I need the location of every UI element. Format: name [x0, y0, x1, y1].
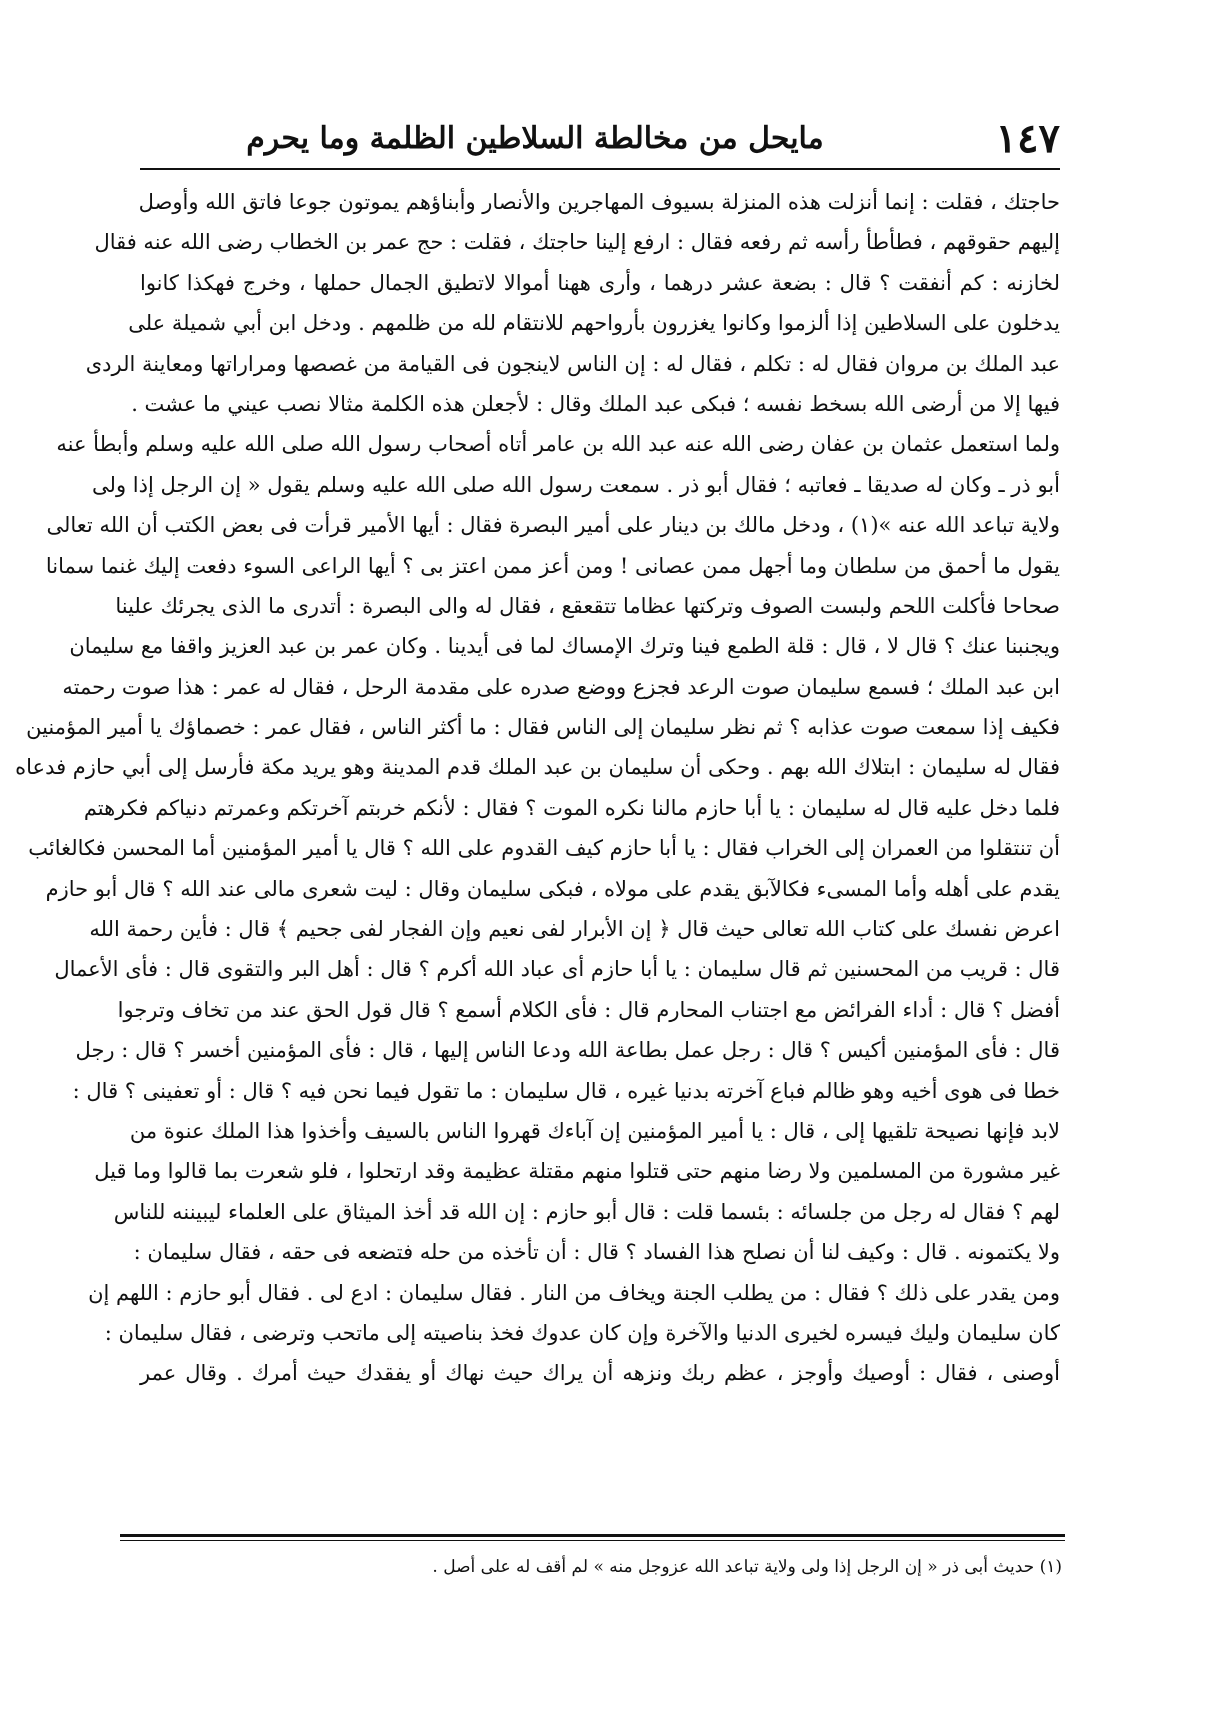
text-line: أن تنتقلوا من العمران إلى الخراب فقال : يا أبا حازم كيف القدوم على الله ؟ قال يا أمير المؤمنين أما المحسن فكالغائب — [28, 836, 1060, 861]
text-line: فلما دخل عليه قال له سليمان : يا أبا حازم مالنا نكره الموت ؟ فقال : لأنكم خربتم آخرتكم وعمرتم دنياكم فكرهتم — [83, 795, 1060, 820]
running-title: مايحل من مخالطة السلاطين الظلمة وما يحرم — [246, 121, 824, 156]
text-line: ابن عبد الملك ؛ فسمع سليمان صوت الرعد فجزع ووضع صدره على مقدمة الرحل ، فقال له عمر : هذا صوت رحمته — [62, 674, 1060, 699]
text-line: خطا فى هوى أخيه وهو ظالم فباع آخرته بدنيا غيره ، قال سليمان : ما تقول فيما نحن فيه ؟ قال : أو تعفينى ؟ قال : — [72, 1078, 1060, 1103]
text-line: أفضل ؟ قال : أداء الفرائض مع اجتناب المحارم قال : فأى الكلام أسمع ؟ قال قول الحق عند من تخاف وترجوا — [117, 997, 1060, 1022]
text-line: قال : فأى المؤمنين أكيس ؟ قال : رجل عمل بطاعة الله ودعا الناس إليها ، قال : فأى المؤمنين أخسر ؟ قال : رجل — [75, 1038, 1060, 1063]
text-line: ولاية تباعد الله عنه »(١) ، ودخل مالك بن دينار على أمير البصرة فقال : أيها الأمير قرأت فى بعض الكتب أن الله تعالى — [46, 513, 1060, 538]
text-line: ولا يكتمونه . قال : وكيف لنا أن نصلح هذا الفساد ؟ قال : أن تأخذه من حله فتضعه فى حقه ، فقال سليمان : — [133, 1240, 1060, 1265]
text-line: اعرض نفسك على كتاب الله تعالى حيث قال ﴿ إن الأبرار لفى نعيم وإن الفجار لفى جحيم ﴾ قال : فأين رحمة الله — [89, 917, 1060, 942]
footnote-rule — [120, 1534, 1065, 1537]
text-line: أوصنى ، فقال : أوصيك وأوجز ، عظم ربك ونزهه أن يراك حيث نهاك أو يفقدك حيث أمرك . وقال عمر — [140, 1361, 1060, 1386]
text-line: ولما استعمل عثمان بن عفان رضى الله عنه عبد الله بن عامر أتاه أصحاب رسول الله صلى الله عليه وسلم وأبطأ عنه — [56, 432, 1060, 457]
text-line: أبو ذر ـ وكان له صديقا ـ فعاتبه ؛ فقال أبو ذر . سمعت رسول الله صلى الله عليه وسلم يقول « إن الرجل إذا ولى — [92, 472, 1060, 497]
text-line: إليهم حقوقهم ، فطأطأ رأسه ثم رفعه فقال : ارفع إلينا حاجتك ، فقلت : حج عمر بن الخطاب رضى الله عنه فقال — [94, 230, 1060, 255]
text-line: قال : قريب من المحسنين ثم قال سليمان : يا أبا حازم أى عباد الله أكرم ؟ قال : أهل البر والتقوى قال : فأى الأعمال — [54, 957, 1060, 982]
text-line: لخازنه : كم أنفقت ؟ قال : بضعة عشر درهما ، وأرى ههنا أموالا لاتطيق الجمال حملها ، وخرج فهكذا كانوا — [140, 270, 1060, 295]
footnote: (١) حديث أبى ذر « إن الرجل إذا ولى ولاية تباعد الله عزوجل منه » لم أقف له على أصل . — [432, 1557, 1062, 1577]
text-line: لابد فإنها نصيحة تلقيها إلى ، قال : يا أمير المؤمنين إن آباءك قهروا الناس بالسيف وأخذوا هذا الملك عنوة من — [129, 1118, 1060, 1143]
page-number: ١٤٧ — [995, 115, 1060, 162]
text-line: ويجنبنا عنك ؟ قال لا ، قال : قلة الطمع فينا وترك الإمساك لما فى أيدينا . وكان عمر بن عبد العزيز واقفا مع سليمان — [69, 634, 1060, 659]
text-line: فقال له سليمان : ابتلاك الله بهم . وحكى أن سليمان بن عبد الملك قدم المدينة وهو يريد مكة فأرسل إلى أبي حازم فدعاه — [15, 755, 1060, 780]
text-line: فيها إلا من أرضى الله بسخط نفسه ؛ فبكى عبد الملك وقال : لأجعلن هذه الكلمة مثالا نصب عيني ما عشت . — [131, 391, 1060, 416]
text-line: حاجتك ، فقلت : إنما أنزلت هذه المنزلة بسيوف المهاجرين والأنصار وأبناؤهم يموتون جوعا فاتق الله وأوصل — [138, 190, 1060, 214]
text-line: يقول ما أحمق من سلطان وما أجهل ممن عصانى ! ومن أعز ممن اعتز بى ؟ أيها الراعى السوء دفعت إليك غنما سمانا — [45, 553, 1060, 578]
text-line: يدخلون على السلاطين إذا ألزموا وكانوا يغزرون بأرواحهم للانتقام لله من ظلمهم . ودخل ابن أبي شميلة على — [128, 311, 1060, 336]
text-line: ومن يقدر على ذلك ؟ فقال : من يطلب الجنة ويخاف من النار . فقال سليمان : ادع لى . فقال أبو حازم : اللهم إن — [88, 1280, 1060, 1305]
page-header — [140, 112, 1060, 168]
text-line: فكيف إذا سمعت صوت عذابه ؟ ثم نظر سليمان إلى الناس فقال : ما أكثر الناس ، فقال عمر : خصماؤك يا أمير المؤمنين — [26, 715, 1060, 740]
text-line: عبد الملك بن مروان فقال له : تكلم ، فقال له : إن الناس لاينجون فى القيامة من غصصها ومراراتها ومعاينة الردى — [85, 351, 1060, 376]
text-line: غير مشورة من المسلمين ولا رضا منهم حتى قتلوا منهم مقتلة عظيمة وقد ارتحلوا ، فلو شعرت بما قالوا وما قيل — [94, 1159, 1060, 1184]
footnote-rule-thin — [120, 1540, 1065, 1541]
body-text — [15, 182, 1060, 1394]
text-line: يقدم على أهله وأما المسىء فكالآبق يقدم على مولاه ، فبكى سليمان وقال : ليت شعرى مالى عند الله ؟ قال أبو حازم — [45, 876, 1060, 901]
header-rule — [140, 168, 1060, 170]
text-line: لهم ؟ فقال له رجل من جلسائه : بئسما قلت : قال أبو حازم : إن الله قد أخذ الميثاق على العلماء ليبيننه للناس — [113, 1199, 1060, 1224]
text-line: كان سليمان وليك فيسره لخيرى الدنيا والآخرة وإن كان عدوك فخذ بناصيته إلى ماتحب وترضى ، فقال سليمان : — [104, 1320, 1060, 1345]
text-line: صحاحا فأكلت اللحم ولبست الصوف وتركتها عظاما تتقعقع ، فقال له والى البصرة : أتدرى ما الذى يجرئك علينا — [115, 593, 1060, 618]
